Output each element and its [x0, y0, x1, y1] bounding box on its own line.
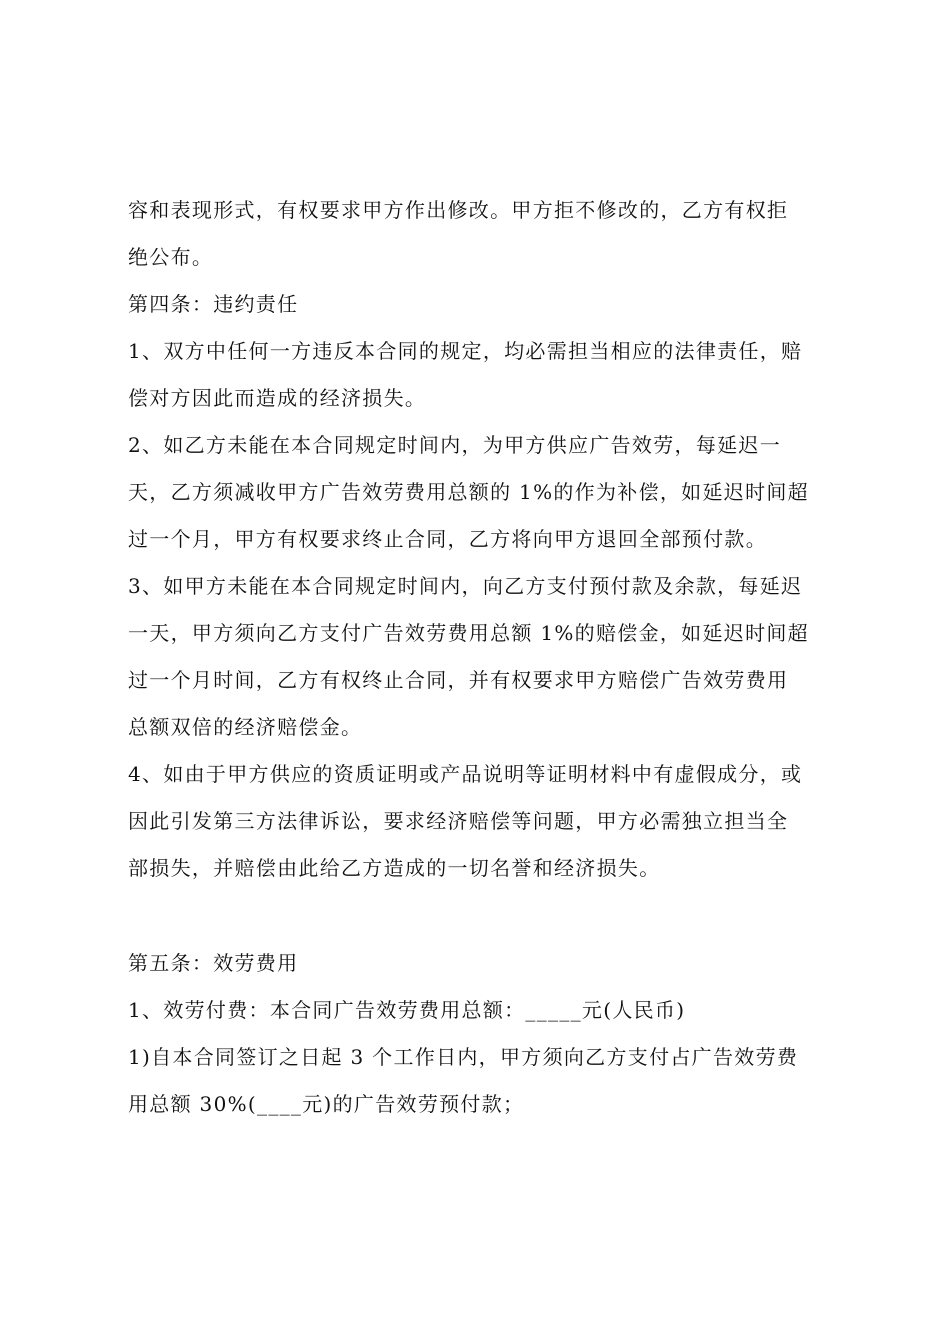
paragraph-spacer: [128, 892, 832, 940]
paragraph-line: 绝公布。: [128, 245, 214, 269]
section-heading: 第五条：效劳费用: [128, 951, 299, 975]
paragraph-line: 4、如由于甲方供应的资质证明或产品说明等证明材料中有虚假成分，或: [128, 762, 803, 786]
paragraph-line: 偿对方因此而造成的经济损失。: [128, 386, 427, 410]
paragraph-line: 容和表现形式，有权要求甲方作出修改。甲方拒不修改的，乙方有权拒: [128, 198, 789, 222]
paragraph-line: 天，乙方须减收甲方广告效劳费用总额的 1%的作为补偿，如延迟时间超: [128, 480, 809, 504]
paragraph-line: 1)自本合同签订之日起 3 个工作日内，甲方须向乙方支付占广告效劳费: [128, 1045, 799, 1069]
paragraph-line: 用总额 30%(____元)的广告效劳预付款；: [128, 1092, 525, 1116]
paragraph-line: 一天，甲方须向乙方支付广告效劳费用总额 1%的赔偿金，如延迟时间超: [128, 621, 809, 645]
paragraph-line: 过一个月，甲方有权要求终止合同，乙方将向甲方退回全部预付款。: [128, 527, 767, 551]
paragraph-line: 总额双倍的经济赔偿金。: [128, 715, 363, 739]
paragraph-line: 过一个月时间，乙方有权终止合同，并有权要求甲方赔偿广告效劳费用: [128, 668, 789, 692]
paragraph-line: 部损失，并赔偿由此给乙方造成的一切名誉和经济损失。: [128, 856, 661, 880]
paragraph-line: 2、如乙方未能在本合同规定时间内，为甲方供应广告效劳，每延迟一: [128, 433, 782, 457]
paragraph-line: 1、双方中任何一方违反本合同的规定，均必需担当相应的法律责任，赔: [128, 339, 803, 363]
paragraph-line: 因此引发第三方法律诉讼，要求经济赔偿等问题，甲方必需独立担当全: [128, 809, 789, 833]
document-body: [128, 187, 832, 1128]
paragraph-line: 3、如甲方未能在本合同规定时间内，向乙方支付预付款及余款，每延迟: [128, 574, 803, 598]
section-heading: 第四条：违约责任: [128, 292, 299, 316]
paragraph-line: 1、效劳付费：本合同广告效劳费用总额：_____元(人民币): [128, 998, 686, 1022]
